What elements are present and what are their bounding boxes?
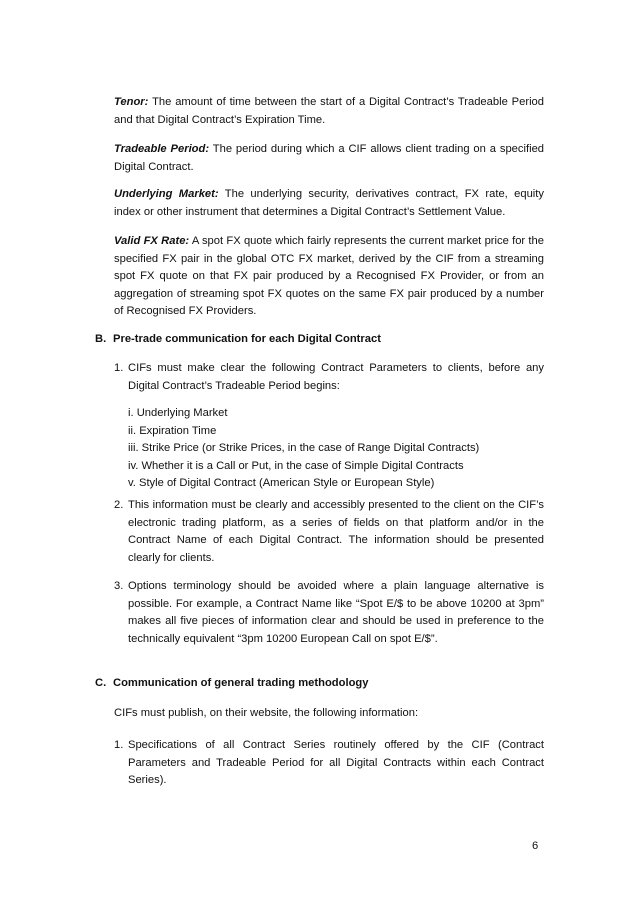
section-title: Pre-trade communication for each Digital Contract [113, 333, 381, 345]
item-text: Options terminology should be avoided where a plain language alternative is possible. For example, a Contract Name like “Spot E/$ to be above 10200 at 3pm” makes all five pieces of information clear and should be used in preference to the technically equivalent “3pm 10200 European Call on spot E/$”. [128, 580, 544, 645]
item-number: 3. [114, 580, 124, 592]
section-b-heading [95, 331, 381, 349]
definition-tenor [114, 94, 544, 129]
list-item: ii. Expiration Time [128, 424, 217, 437]
section-b-item-2 [114, 497, 544, 567]
definition-text: The amount of time between the start of a Digital Contract’s Tradeable Period and that Digital Contract’s Expiration Time. [114, 96, 544, 126]
item-number: 2. [114, 499, 124, 511]
definition-text: The underlying security, derivatives contract, FX rate, equity index or other instrument that determines a Digital Contract’s Settlement Value. [114, 188, 544, 218]
item-number: 1. [114, 362, 124, 374]
section-letter: B. [95, 333, 107, 345]
section-c-item-1 [114, 737, 544, 790]
definition-valid-fx-rate [114, 233, 544, 321]
item-text: This information must be clearly and accessibly presented to the client on the CIF’s electronic trading platform, as a series of fields on that platform and/or in the Contract Name of each Digital Contract. The information should be presented clearly for clients. [128, 499, 544, 564]
definition-term: Tradeable Period: [114, 143, 210, 155]
definition-term: Underlying Market: [114, 188, 219, 200]
section-c-intro: CIFs must publish, on their website, the following information: [114, 707, 419, 719]
contract-parameters-list [128, 405, 548, 493]
definition-tradeable-period [114, 141, 544, 176]
section-b-item-3 [114, 578, 544, 648]
item-text: CIFs must make clear the following Contract Parameters to clients, before any Digital Contract’s Tradeable Period begins: [128, 362, 544, 392]
section-b-item-1 [114, 360, 544, 395]
list-item: iv. Whether it is a Call or Put, in the case of Simple Digital Contracts [128, 459, 464, 472]
page-number: 6 [532, 840, 539, 852]
list-item: v. Style of Digital Contract (American Style or European Style) [128, 477, 435, 489]
item-number: 1. [114, 739, 124, 751]
item-text: Specifications of all Contract Series routinely offered by the CIF (Contract Parameters and Tradeable Period for all Digital Contracts within each Contract Series). [128, 739, 544, 786]
section-letter: C. [95, 677, 107, 689]
definition-term: Tenor: [114, 96, 149, 108]
list-item: iii. Strike Price (or Strike Prices, in the case of Range Digital Contracts) [128, 442, 480, 454]
section-title: Communication of general trading methodology [113, 677, 369, 689]
definition-text: A spot FX quote which fairly represents the current market price for the specified FX pair in the global OTC FX market, derived by the CIF from a streaming spot FX quote on that FX pair produced by a Recognised FX Provider, or from an aggregation of streaming spot FX quotes on the same FX pair produced by a number of Recognised FX Providers. [114, 235, 544, 317]
definition-text: The period during which a CIF allows client trading on a specified Digital Contract. [114, 143, 545, 173]
section-c-heading [95, 675, 368, 693]
list-item: i. Underlying Market [128, 407, 228, 419]
definition-term: Valid FX Rate: [114, 235, 190, 247]
definition-underlying-market [114, 186, 544, 221]
